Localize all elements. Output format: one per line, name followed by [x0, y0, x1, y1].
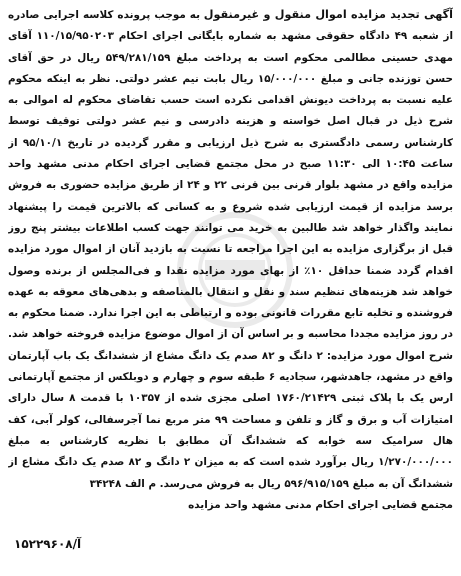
issue-code: ۱۵۲۲۹۶۰۸/آ: [14, 537, 82, 551]
notice-body: به موجب پرونده کلاسه اجرایی صادره از شعبه ۴۹ دادگاه حقوقی مشهد به شماره بایگانی اجرای احکام ۱۱۰/۱۵/۹۵۰۲۰۳ آقای مهدی حسینی مطالمی محکوم است به پرداخت مبلغ ۵۴۹/۲۸۱/۱۵۹ ریال در حق آقای حسن توزنده جانی و مبلغ ۱۵/۰۰۰/۰۰۰ ریال بابت نیم عشر دولتی. نظر به اینکه محکوم علیه نسبت به پرداخت دیونش اقدامی نکرده است حسب تقاضای محکوم له اموالی به شرح ذیل در قبال اصل خواسته و هزینه دادرسی و نیم عشر دولتی توقیف توسط کارشناس رسمی دادگستری به شرح ذیل ارزیابی و مقرر گردیده در تاریخ ۹۵/۱۰/۱ از ساعت ۱۰:۴۵ الی ۱۱:۳۰ صبح در محل مجتمع قضایی اجرای احکام مدنی مشهد واحد مزایده واقع در مشهد بلوار قرنی بین قرنی ۲۲ و ۲۴ از طریق مزایده حضوری به فروش برسد مزایده از قیمت ارزیابی شده شروع و به کسانی که بالاترین قیمت را پیشنهاد نمایند واگذار خواهد شد طالبین به خرید می توانند جهت کسب اطلاعات بیشتر پنج روز قبل از برگزاری مزایده به این اجرا مراجعه تا نسبت به بازدید آنان از اموال مورد مزایده اقدام گردد ضمنا حداقل ۱۰٪ از بهای مورد مزایده نقدا و فی‌المجلس از برنده وصول خواهد شد هزینه‌های تنظیم سند و نقل و انتقال بالمناصفه و بدهی‌های معوقه به عهده فروشنده و تخلیه تابع مقررات قانونی بوده و ارتباطی به این اجرا ندارد. ضمنا محکوم به در روز مزایده مجددا محاسبه و بر اساس آن از اموال موضوع مزایده فروخته خواهد شد. شرح اموال مورد مزایده: ۲ دانگ و ۸۲ صدم یک دانگ مشاع از ششدانگ یک باب آپارتمان واقع در مشهد، جاهدشهر، سجادیه ۶ طبقه سوم و چهارم و دوبلکس از مجتمع آپارتمانی ارس یک با پلاک ثبتی ۱۷۶۰/۲۱۴۲۹ اصلی مجزی شده از ۱۰۳۵۷ با قدمت ۸ سال دارای امتیازات آب و برق و گاز و تلفن و مساحت ۹۹ متر مربع نما آجرسفالی، کولر آبی، کف هال سرامیک سه خوابه که ششدانگ آن مطابق با نظریه کارشناس به مبلغ ۱/۲۷۰/۰۰۰/۰۰۰ ریال برآورد شده است که به میزان ۲ دانگ و ۸۲ صدم یک دانگ مشاع از ششدانگ آن به مبلغ ۵۹۶/۹۱۵/۱۵۹ ریال به فروش می‌رسد. م الف ۳۴۲۴۸: [8, 9, 453, 490]
auction-notice: [8, 4, 453, 570]
notice-issuer: مجتمع قضایی اجرای احکام مدنی مشهد واحد مزایده: [188, 498, 453, 511]
notice-title: آگهی تجدید مزایده اموال منقول و غیرمنقول: [203, 8, 453, 21]
